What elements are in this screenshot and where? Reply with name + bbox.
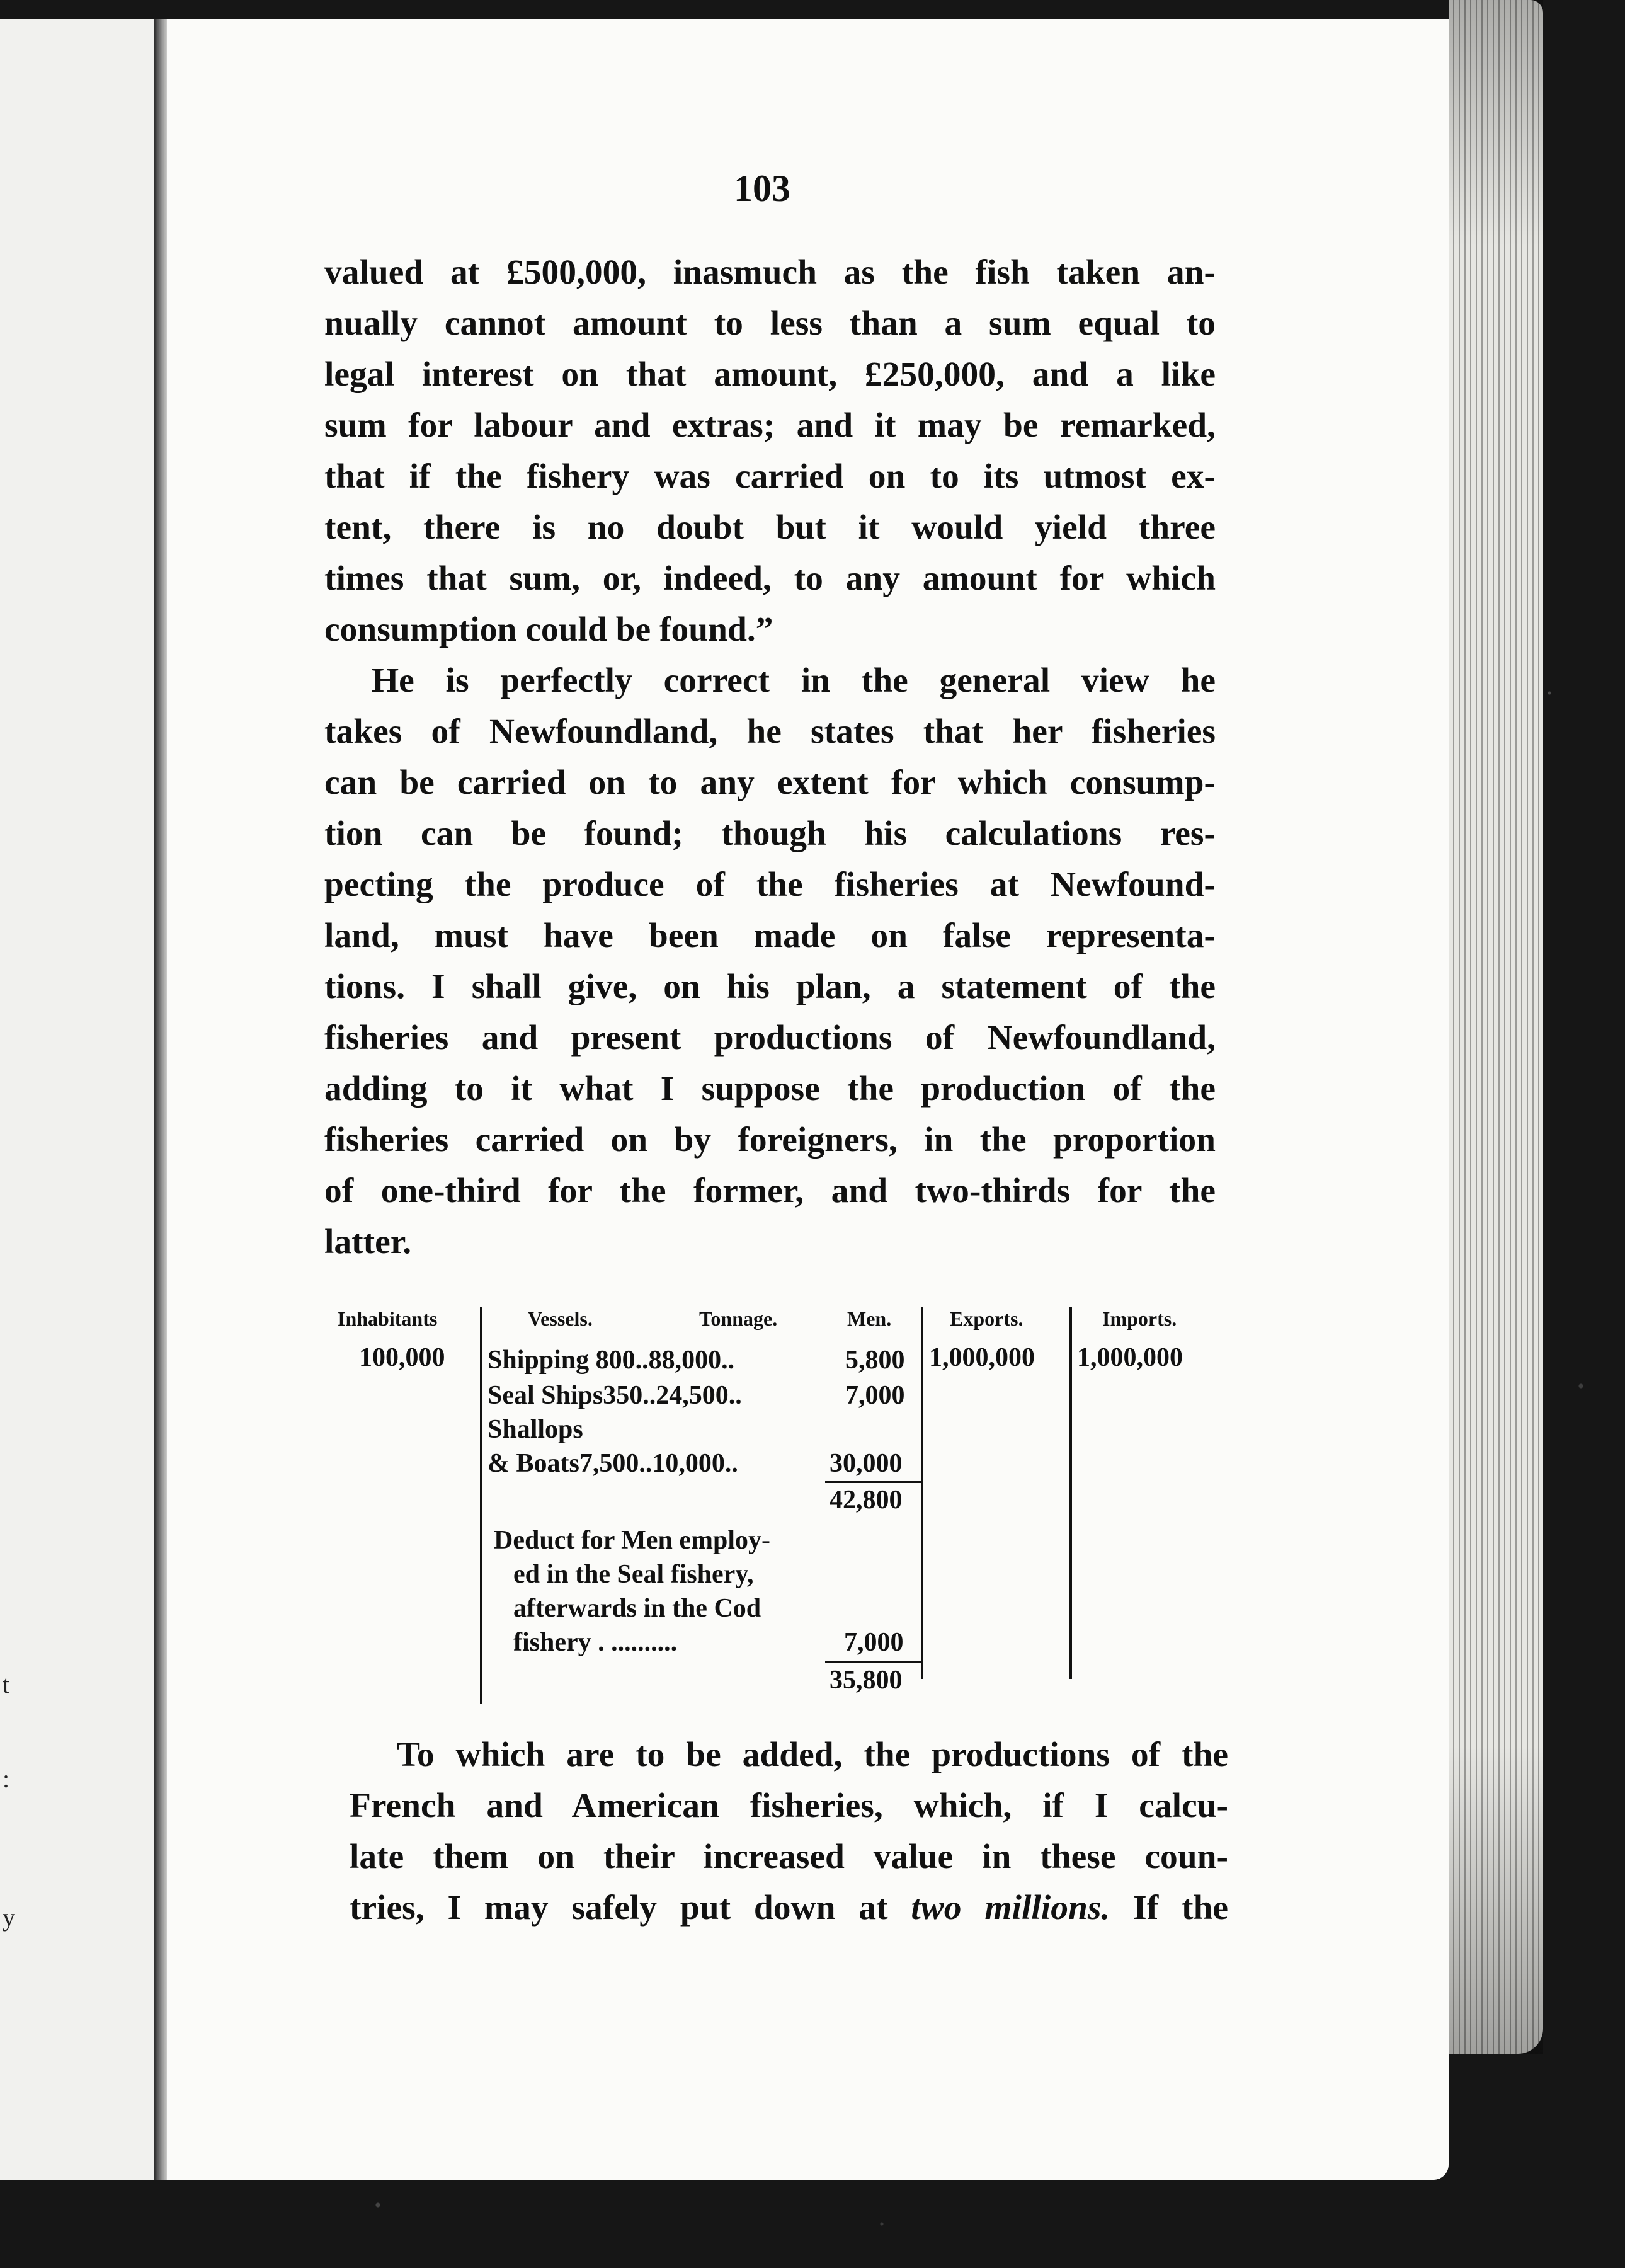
text-line: tions. I shall give, on his plan, a statement of the [324,968,1216,1006]
header-tonnage: Tonnage. [699,1307,778,1330]
text-line: that if the fishery was carried on to its utmost ex- [324,457,1216,496]
text-line: late them on their increased value in these coun- [350,1838,1228,1876]
text-line: tent, there is no doubt but it would yield three [324,508,1216,547]
text-line: takes of Newfoundland, he states that her fisheries [324,713,1216,751]
subtotal-value: 42,800 [830,1486,903,1515]
vessel-row-label: Seal Ships350..24,500.. [488,1381,742,1410]
text-line: tion can be found; though his calculations res- [324,815,1216,853]
deduct-value: 7,000 [844,1628,904,1657]
page-number: 103 [734,168,790,209]
text-line: To which are to be added, the productions of the [397,1736,1228,1774]
text-line: adding to it what I suppose the production of the [324,1070,1216,1108]
text-line-composite [350,1882,1228,1933]
paragraph-1-and-2 [324,247,1216,1268]
text-line: can be carried on to any extent for which consump- [324,764,1216,802]
left-page-fragment: t [3,1670,10,1698]
inhabitants-value: 100,000 [359,1343,445,1372]
vessel-row-label: Shallops [488,1415,583,1444]
paragraph-3 [350,1729,1228,1933]
text-line: fisheries carried on by foreigners, in the proportion [324,1121,1216,1159]
header-imports: Imports. [1102,1307,1177,1330]
book-gutter [154,19,168,2180]
text-line: sum for labour and extras; and it may be remarked, [324,406,1216,445]
emphasized-text: two millions. [911,1889,1110,1927]
text-run: If the [1110,1889,1228,1927]
text-line: legal interest on that amount, £250,000, and a like [324,355,1216,394]
text-line: French and American fisheries, which, if I calcu- [350,1787,1228,1825]
vessel-row-label: Shipping 800..88,000.. [488,1346,735,1375]
fisheries-statement-table [334,1307,1228,1710]
text-line: pecting the produce of the fisheries at Newfound- [324,866,1216,904]
text-line: land, must have been made on false representa- [324,917,1216,955]
vessel-row-men: 7,000 [845,1381,905,1410]
column-rule [1069,1307,1072,1679]
header-inhabitants: Inhabitants [338,1307,438,1330]
text-line: consumption could be found.” [324,610,773,649]
imports-value: 1,000,000 [1077,1343,1183,1372]
vessel-row-men: 30,000 [830,1449,903,1478]
text-line: times that sum, or, indeed, to any amount for which [324,559,1216,598]
deduct-line: Deduct for Men employ- [494,1526,770,1555]
total-rule [825,1661,921,1663]
text-line: He is perfectly correct in the general view he [372,662,1216,700]
text-line: of one-third for the former, and two-thirds for the [324,1172,1216,1210]
column-rule [921,1307,923,1679]
header-vessels: Vessels. [528,1307,593,1330]
exports-value: 1,000,000 [929,1343,1035,1372]
facing-page-left [0,19,158,2180]
left-page-fragment: : [3,1765,10,1793]
text-line: nually cannot amount to less than a sum equal to [324,304,1216,343]
vessel-row-label: & Boats7,500..10,000.. [488,1449,738,1478]
text-line: latter. [324,1223,412,1261]
deduct-line: afterwards in the Cod [513,1594,761,1623]
header-men: Men. [847,1307,892,1330]
left-page-fragment: y [3,1903,15,1932]
text-run: tries, I may safely put down at [350,1889,911,1927]
subtotal-rule [825,1481,921,1483]
header-exports: Exports. [950,1307,1023,1330]
vessel-row-men: 5,800 [845,1346,905,1375]
column-rule [480,1307,482,1704]
text-line: fisheries and present productions of Newfoundland, [324,1019,1216,1057]
text-line: valued at £500,000, inasmuch as the fish taken an- [324,253,1216,292]
total-value: 35,800 [830,1666,903,1695]
deduct-line: ed in the Seal fishery, [513,1560,754,1589]
deduct-line: fishery . .......... [513,1628,678,1657]
page-edges [1449,0,1543,2054]
